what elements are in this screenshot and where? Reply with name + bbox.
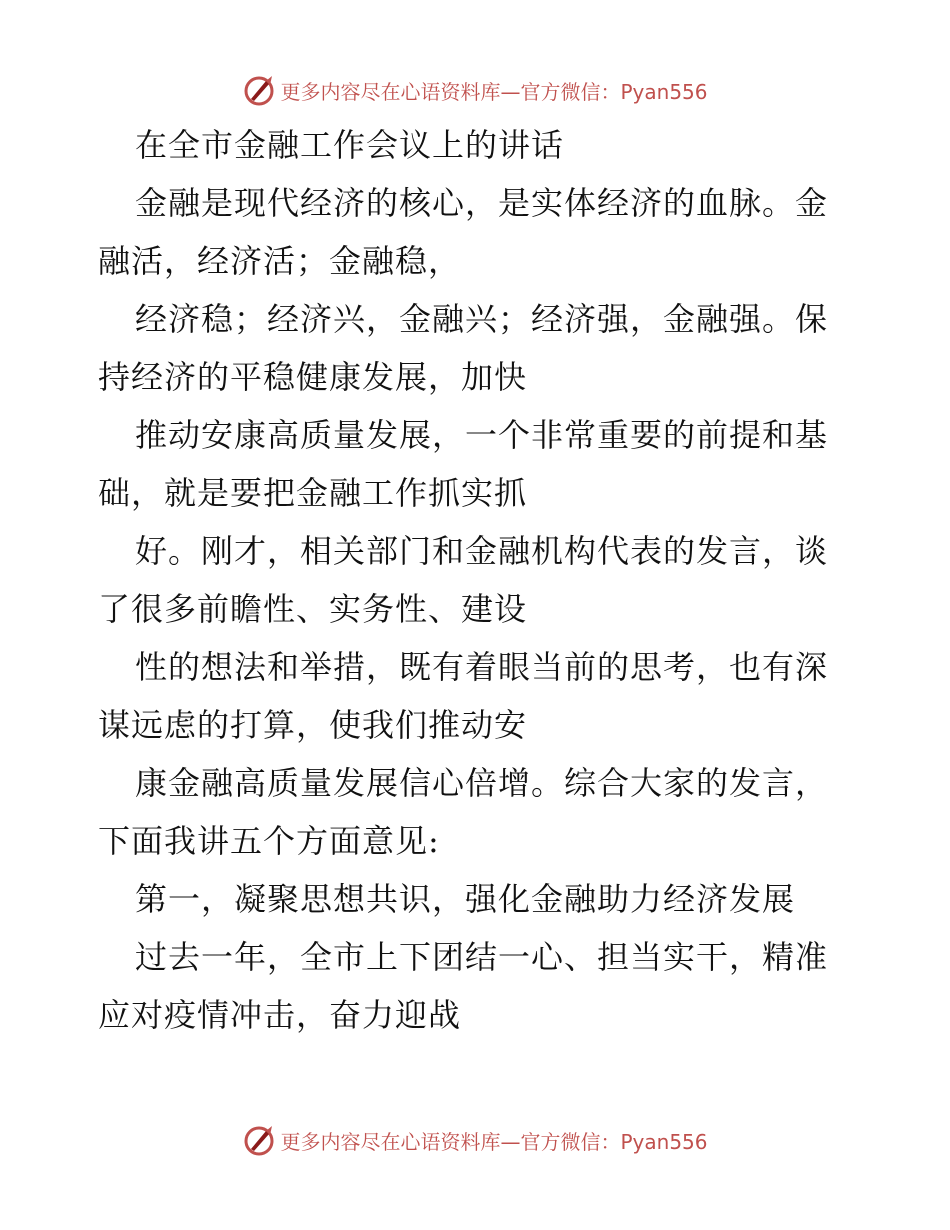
paragraph-line: 应对疫情冲击，奋力迎战 — [98, 996, 462, 1034]
watermark-wechat-id: Pyan556 — [620, 1129, 708, 1154]
header-watermark — [0, 70, 950, 110]
footer-watermark — [0, 1120, 950, 1160]
paragraph-line: 过去一年，全市上下团结一心、担当实干，精准 — [135, 938, 829, 976]
paragraph-line: 康金融高质量发展信心倍增。综合大家的发言， — [135, 764, 829, 802]
watermark-site-text: 更多内容尽在心语资料库— — [280, 79, 521, 104]
document-title: 在全市金融工作会议上的讲话 — [135, 126, 565, 164]
paragraph-line: 性的想法和举措，既有着眼当前的思考，也有深 — [135, 648, 829, 686]
paragraph-line: 金融是现代经济的核心，是实体经济的血脉。金 — [135, 184, 829, 222]
watermark-wechat-label: 官方微信： — [520, 1129, 621, 1154]
paragraph-line: 下面我讲五个方面意见: — [98, 822, 440, 860]
paragraph-line: 经济稳；经济兴，金融兴；经济强，金融强。保 — [135, 300, 829, 338]
paragraph-line: 础，就是要把金融工作抓实抓 — [98, 474, 528, 512]
section-heading: 第一，凝聚思想共识，强化金融助力经济发展 — [135, 880, 796, 918]
document-body — [98, 116, 858, 1044]
watermark-site-text: 更多内容尽在心语资料库— — [280, 1129, 521, 1154]
watermark-text — [280, 1126, 707, 1155]
paragraph-line: 推动安康高质量发展，一个非常重要的前提和基 — [135, 416, 829, 454]
paragraph-line: 好。刚才，相关部门和金融机构代表的发言，谈 — [135, 532, 829, 570]
paragraph-line: 融活，经济活；金融稳， — [98, 242, 462, 280]
paragraph-line: 谋远虑的打算，使我们推动安 — [98, 706, 528, 744]
paragraph-line: 了很多前瞻性、实务性、建设 — [98, 590, 528, 628]
paragraph-line: 持经济的平稳健康发展，加快 — [98, 358, 528, 396]
watermark-wechat-id: Pyan556 — [620, 79, 708, 104]
quill-pen-icon — [242, 73, 276, 107]
watermark-wechat-label: 官方微信： — [520, 79, 621, 104]
quill-pen-icon — [242, 1123, 276, 1157]
watermark-text — [280, 76, 707, 105]
